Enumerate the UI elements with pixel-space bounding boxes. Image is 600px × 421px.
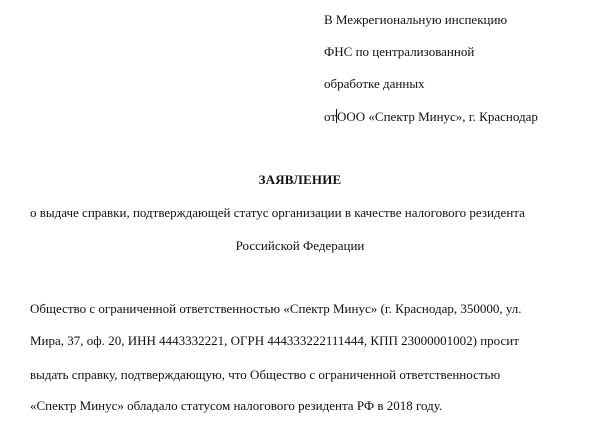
document-title: ЗАЯВЛЕНИЕ [258, 172, 342, 187]
addressee-line-1: В Межрегиональную инспекцию [324, 12, 508, 27]
body-text-line: «Спектр Минус» обладало статусом налогового резидента РФ в 2018 году. [30, 398, 443, 413]
sender-name: ООО «Спектр Минус», г. Краснодар [337, 109, 538, 124]
body-text-line: выдать справку, подтверждающую, что Общество с ограниченной ответственностью [30, 367, 501, 382]
sender-line [324, 109, 538, 125]
body-text-line: Мира, 37, оф. 20, ИНН 4443332221, ОГРН 444333222111444, КПП 23000001002) просит [30, 333, 519, 348]
sender-prefix: от [324, 109, 337, 124]
body-text-line: Общество с ограниченной ответственностью «Спектр Минус» (г. Краснодар, 350000, ул. [30, 301, 522, 316]
document-subtitle-line-2: Российской Федерации [235, 238, 365, 253]
addressee-line-3: обработке данных [324, 76, 425, 91]
document-subtitle-line-1: о выдаче справки, подтверждающей статус организации в качестве налогового резидента [30, 205, 525, 220]
addressee-line-2: ФНС по централизованной [324, 44, 475, 59]
